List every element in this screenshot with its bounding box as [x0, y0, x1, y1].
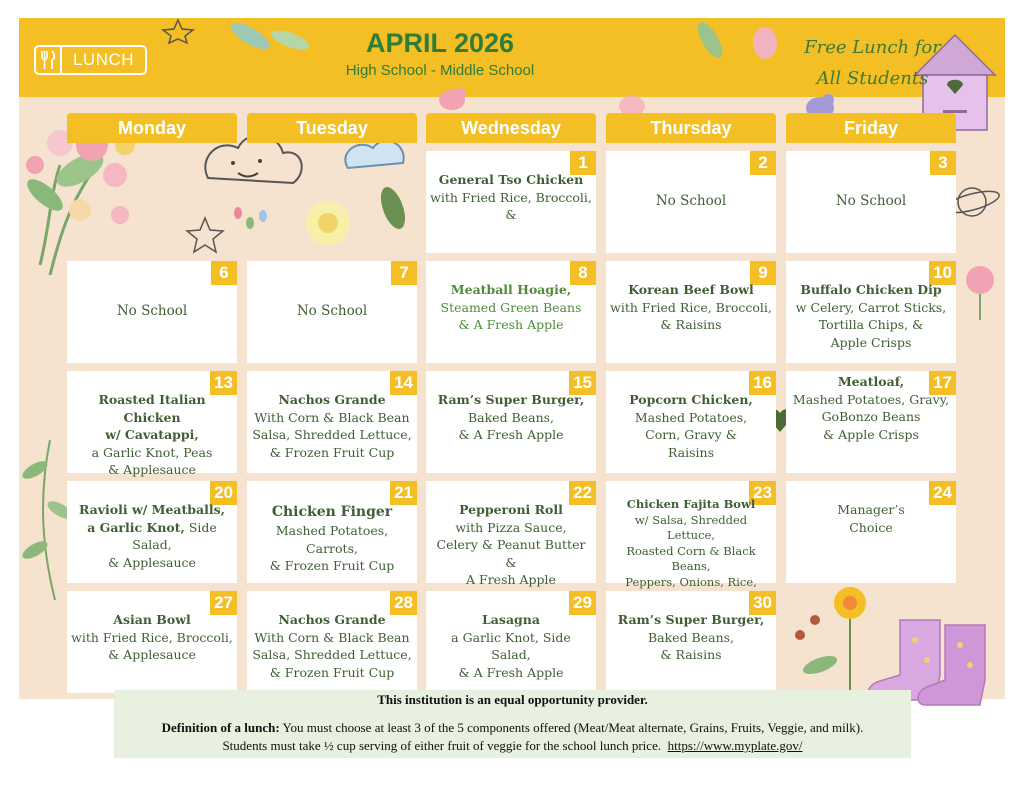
calendar-day-24	[786, 481, 956, 583]
day-header-thursday: Thursday	[606, 113, 776, 143]
calendar-day-17	[786, 371, 956, 473]
day-number: 27	[210, 591, 237, 615]
calendar-day-22	[426, 481, 596, 587]
side: & Applesauce	[108, 554, 196, 570]
side: Steamed Green Beans	[440, 299, 582, 315]
side: A Fresh Apple	[466, 572, 556, 587]
side-bold: a Garlic Knot,	[87, 519, 185, 535]
side: & Applesauce	[108, 462, 196, 477]
entree: Popcorn Chicken,	[629, 392, 753, 407]
calendar-day-20	[67, 481, 237, 583]
day-number: 16	[749, 371, 776, 395]
calendar-day-1	[426, 151, 596, 253]
entree: Choice	[849, 519, 893, 535]
day-number: 15	[569, 371, 596, 395]
side: a Garlic Knot, Peas	[91, 444, 213, 460]
day-header-tuesday: Tuesday	[247, 113, 417, 143]
calendar-day-21	[247, 481, 417, 583]
side: Celery & Peanut Butter &	[436, 537, 586, 570]
side: Salsa, Shredded Lettuce,	[252, 427, 412, 442]
calendar-day-28	[247, 591, 417, 693]
side: with Fried Rice, Broccoli,	[430, 189, 592, 205]
side: & Frozen Fruit Cup	[269, 664, 395, 680]
side: Salsa, Shredded Lettuce,	[252, 647, 412, 662]
entree: Korean Beef Bowl	[628, 282, 754, 297]
entree: Ram’s Super Burger,	[437, 392, 585, 407]
calendar-day-7	[247, 261, 417, 363]
side: Peppers, Onions, Rice,	[625, 574, 757, 589]
myplate-link[interactable]: https://www.myplate.gov/	[667, 738, 803, 753]
calendar-day-14	[247, 371, 417, 473]
free-lunch-line2: All Students	[816, 68, 929, 89]
equal-opportunity-statement: This institution is an equal opportunity provider.	[377, 692, 648, 707]
day-number: 14	[390, 371, 417, 395]
day-number: 21	[390, 481, 417, 505]
entree: Nachos Grande	[278, 392, 386, 407]
side: & A Fresh Apple	[458, 427, 564, 442]
day-header-wednesday: Wednesday	[426, 113, 596, 143]
side: & Frozen Fruit Cup	[269, 558, 395, 573]
day-number: 30	[749, 591, 776, 615]
side: Tortilla Chips, &	[818, 317, 924, 332]
calendar-day-10	[786, 261, 956, 363]
calendar-day-29	[426, 591, 596, 693]
side: w/ Salsa, Shredded Lettuce,	[634, 512, 748, 542]
day-number: 23	[749, 481, 776, 505]
calendar-day-15	[426, 371, 596, 473]
flower-decoration	[955, 260, 1005, 320]
lunch-logo	[34, 45, 147, 75]
page-subtitle: High School - Middle School	[345, 62, 535, 79]
day-number: 7	[391, 261, 417, 285]
entree: Chicken Fajita Bowl	[626, 497, 756, 511]
day-number: 1	[570, 151, 596, 175]
side: Mashed Potatoes, Carrots,	[275, 523, 389, 556]
side: with Pizza Sauce,	[455, 519, 567, 535]
side: With Corn & Black Bean	[254, 629, 410, 645]
side: Baked Beans,	[647, 629, 735, 645]
no-school-label: No School	[655, 193, 727, 210]
calendar-day-16	[606, 371, 776, 473]
side: Mashed Potatoes, Gravy,	[792, 391, 950, 407]
entree: Ram’s Super Burger,	[617, 612, 765, 627]
side: w Celery, Carrot Sticks,	[795, 299, 947, 315]
entree: Pepperoni Roll	[459, 502, 563, 517]
day-number: 6	[211, 261, 237, 285]
day-number: 28	[390, 591, 417, 615]
leaf-decoration	[680, 18, 790, 68]
day-number: 24	[929, 481, 956, 505]
calendar-day-27	[67, 591, 237, 693]
star-decoration	[185, 215, 225, 255]
entree: Buffalo Chicken Dip	[800, 282, 942, 297]
side: with Fried Rice, Broccoli,	[71, 629, 233, 645]
calendar-day-13	[67, 371, 237, 477]
logo-label: LUNCH	[72, 50, 135, 69]
page-title: APRIL 2026	[365, 28, 515, 58]
side: Side Salad,	[132, 519, 217, 552]
side: & Applesauce	[108, 647, 196, 662]
entree: Asian Bowl	[113, 612, 191, 627]
entree: w/ Cavatappi,	[105, 427, 199, 442]
side: & Raisins	[660, 647, 722, 662]
entree: Nachos Grande	[278, 612, 386, 627]
day-header-friday: Friday	[786, 113, 956, 143]
day-number: 10	[929, 261, 956, 285]
fork-knife-icon	[36, 47, 62, 73]
day-number: 9	[750, 261, 776, 285]
free-lunch-note	[790, 32, 955, 94]
side: GoBonzo Beans	[821, 409, 921, 424]
serving-requirement	[114, 738, 911, 754]
entree: Meatloaf,	[837, 374, 905, 389]
calendar-day-9	[606, 261, 776, 363]
side: Roasted Corn & Black Beans,	[626, 543, 756, 573]
side: & Apple Crisps	[823, 426, 919, 442]
definition-text: You must choose at least 3 of the 5 components offered (Meat/Meat alternate, Grains, Fruits, Veggie, and milk).	[279, 720, 864, 735]
day-header-monday: Monday	[67, 113, 237, 143]
serving-text: Students must take ½ cup serving of either fruit of veggie for the school lunch price.	[222, 738, 662, 753]
day-number: 8	[570, 261, 596, 285]
side: &	[505, 207, 517, 222]
calendar-day-23	[606, 481, 776, 589]
star-decoration	[160, 18, 196, 44]
side: & Raisins	[660, 317, 722, 332]
entree: Roasted Italian Chicken	[98, 392, 206, 425]
side: Apple Crisps	[830, 334, 912, 350]
side: Corn, Gravy &	[645, 427, 737, 442]
definition-label: Definition of a lunch:	[161, 720, 280, 735]
entree: General Tso Chicken	[438, 172, 584, 187]
day-number: 22	[569, 481, 596, 505]
entree: Chicken Finger	[271, 504, 393, 520]
calendar-day-6	[67, 261, 237, 363]
day-number: 17	[929, 371, 956, 395]
side: & A Fresh Apple	[458, 317, 564, 332]
day-number: 29	[569, 591, 596, 615]
calendar-day-8	[426, 261, 596, 363]
entree: Lasagna	[482, 612, 540, 627]
no-school-label: No School	[116, 303, 188, 320]
leaf-decoration	[225, 18, 315, 63]
calendar-day-3	[786, 151, 956, 253]
side: & A Fresh Apple	[458, 664, 564, 680]
no-school-label: No School	[835, 193, 907, 210]
side: With Corn & Black Bean	[254, 409, 410, 425]
entree: Meatball Hoagie,	[450, 282, 572, 297]
entree: Ravioli w/ Meatballs,	[78, 502, 226, 517]
entree: Manager’s	[837, 502, 905, 517]
calendar-day-2	[606, 151, 776, 253]
side: a Garlic Knot, Side Salad,	[451, 629, 571, 662]
cloud-decoration	[198, 128, 418, 258]
bird-decoration	[432, 82, 472, 114]
no-school-label: No School	[296, 303, 368, 320]
lunch-definition	[114, 720, 911, 736]
footer-note	[114, 690, 911, 758]
side: Mashed Potatoes,	[634, 409, 748, 425]
day-number: 20	[210, 481, 237, 505]
side: with Fried Rice, Broccoli,	[610, 299, 772, 315]
day-number: 2	[750, 151, 776, 175]
day-number: 3	[930, 151, 956, 175]
day-number: 13	[210, 371, 237, 395]
side: Raisins	[667, 444, 715, 460]
side: & Frozen Fruit Cup	[269, 444, 395, 460]
free-lunch-line1: Free Lunch for	[804, 37, 941, 58]
side: Baked Beans,	[467, 409, 555, 425]
calendar-day-30	[606, 591, 776, 693]
side-line	[71, 519, 233, 554]
